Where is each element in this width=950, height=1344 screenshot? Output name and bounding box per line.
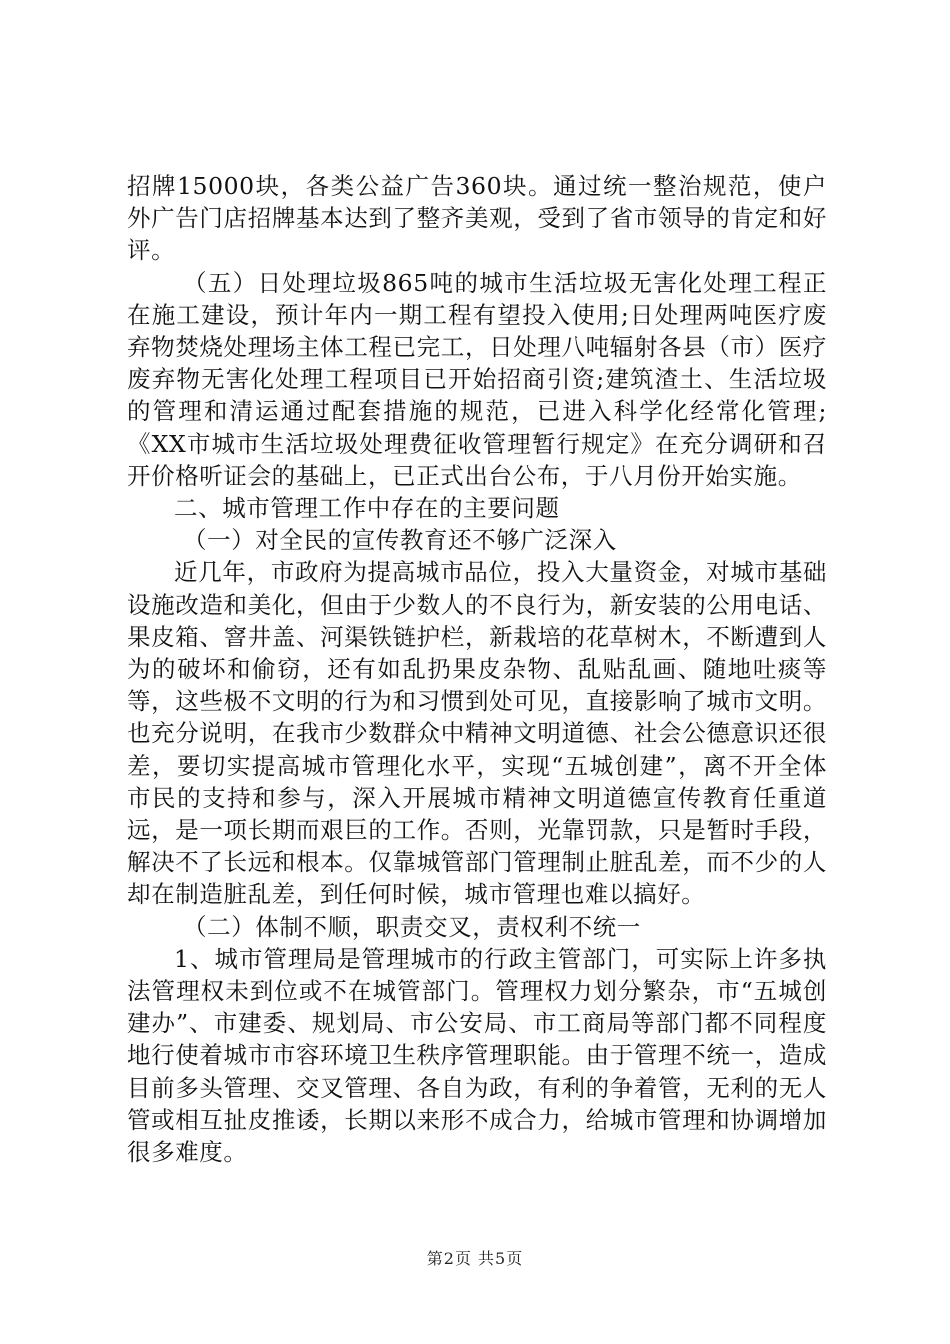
paragraph-billboards: 招牌15000块，各类公益广告360块。通过统一整治规范，使户外广告门店招牌基本达到了整齐美观，受到了省市领导的肯定和好评。 — [127, 172, 827, 265]
paragraph-system-1: 1、城市管理局是管理城市的行政主管部门，可实际上许多执法管理权未到位或不在城管部门。管理权力划分繁杂，市“五城创建办”、市建委、规划局、市公安局、市工商局等部门都不同程度地行使着城市市容环境卫生秩序管理职能。由于管理不统一，造成目前多头管理、交叉管理、各自为政，有利的争着管，无利的无人管或相互扯皮推诿，长期以来形不成合力，给城市管理和协调增加很多难度。 — [127, 944, 827, 1167]
document-body — [127, 170, 827, 1168]
paragraph-item-five: （五）日处理垃圾865吨的城市生活垃圾无害化处理工程正在施工建设，预计年内一期工程有望投入使用;日处理两吨医疗废弃物焚烧处理场主体工程已完工，日处理八吨辐射各县（市）医疗废弃物无害化处理工程项目已开始招商引资;建筑渣土、生活垃圾的管理和清运通过配套措施的规范，已进入科学化经常化管理;《XX市城市生活垃圾处理费征收管理暂行规定》在充分调研和召开价格听证会的基础上，已正式出台公布，于八月份开始实施。 — [127, 268, 827, 490]
page-footer: 第2页 共5页 — [426, 1249, 524, 1268]
paragraph-publicity: 近几年，市政府为提高城市品位，投入大量资金，对城市基础设施改造和美化，但由于少数人的不良行为，新安装的公用电话、果皮箱、窨井盖、河渠铁链护栏，新栽培的花草树木，不断遭到人为的破坏和偷窃，还有如乱扔果皮杂物、乱贴乱画、随地吐痰等等，这些极不文明的行为和习惯到处可见，直接影响了城市文明。也充分说明，在我市少数群众中精神文明道德、社会公德意识还很差，要切实提高城市管理化水平，实现“五城创建”，离不开全体市民的支持和参与，深入开展城市精神文明道德宣传教育任重道远，是一项长期而艰巨的工作。否则，光靠罚款，只是暂时手段，解决不了长远和根本。仅靠城管部门管理制止脏乱差，而不少的人却在制造脏乱差，到任何时候，城市管理也难以搞好。 — [127, 558, 827, 909]
section-heading-problems: 二、城市管理工作中存在的主要问题 — [174, 494, 560, 523]
subheading-publicity: （一）对全民的宣传教育还不够广泛深入 — [183, 526, 617, 555]
subheading-system: （二）体制不顺，职责交叉，责权利不统一 — [183, 912, 641, 941]
